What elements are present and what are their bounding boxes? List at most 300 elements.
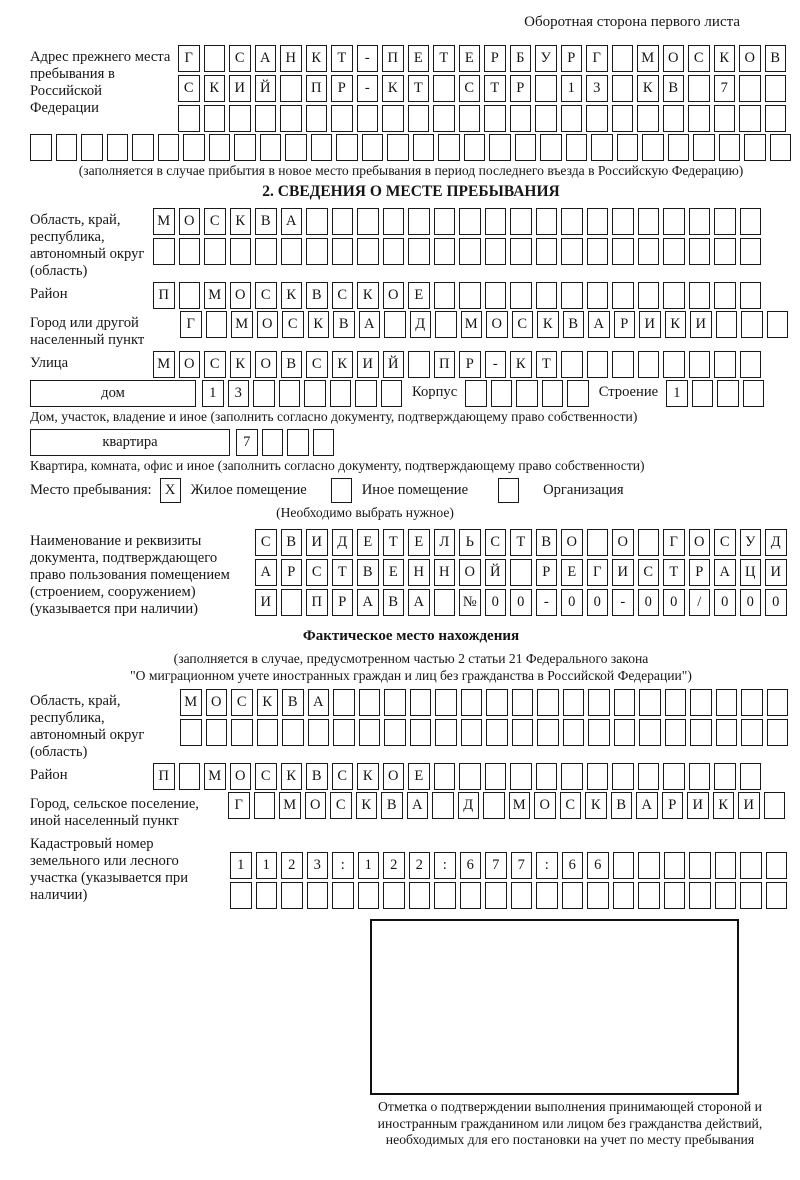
char-box[interactable]: Т [331, 45, 353, 72]
char-box[interactable] [535, 105, 557, 132]
char-box[interactable] [663, 105, 685, 132]
char-box[interactable]: М [509, 792, 531, 819]
char-box[interactable]: 0 [510, 589, 532, 616]
char-box[interactable] [665, 689, 687, 716]
char-box[interactable] [587, 238, 609, 265]
char-box[interactable]: Т [408, 75, 430, 102]
char-box[interactable]: Г [180, 311, 202, 338]
char-box[interactable]: С [306, 351, 328, 378]
char-box[interactable]: К [230, 351, 252, 378]
char-box[interactable]: С [306, 559, 328, 586]
char-box[interactable] [668, 134, 690, 161]
char-box[interactable]: В [663, 75, 685, 102]
char-box[interactable]: К [510, 351, 532, 378]
char-box[interactable] [689, 763, 711, 790]
char-box[interactable] [716, 719, 738, 746]
char-box[interactable] [770, 134, 792, 161]
char-box[interactable] [331, 105, 353, 132]
char-box[interactable] [689, 282, 711, 309]
char-box[interactable] [384, 719, 406, 746]
char-box[interactable] [516, 380, 538, 407]
char-box[interactable]: 0 [485, 589, 507, 616]
char-box[interactable] [231, 719, 253, 746]
char-box[interactable]: 7 [714, 75, 736, 102]
char-box[interactable]: Н [408, 559, 430, 586]
char-box[interactable] [313, 429, 335, 456]
char-box[interactable] [740, 238, 762, 265]
char-box[interactable] [690, 719, 712, 746]
char-box[interactable]: М [279, 792, 301, 819]
char-box[interactable] [359, 689, 381, 716]
char-box[interactable]: Т [663, 559, 685, 586]
char-box[interactable] [765, 105, 787, 132]
char-box[interactable] [561, 208, 583, 235]
char-box[interactable] [536, 208, 558, 235]
char-box[interactable] [612, 351, 634, 378]
char-box[interactable] [741, 689, 763, 716]
char-box[interactable] [332, 238, 354, 265]
char-box[interactable]: О [612, 529, 634, 556]
char-box[interactable] [486, 689, 508, 716]
char-box[interactable]: К [537, 311, 559, 338]
char-box[interactable]: Р [331, 75, 353, 102]
char-box[interactable]: Р [332, 589, 354, 616]
char-box[interactable] [229, 105, 251, 132]
char-box[interactable]: Р [484, 45, 506, 72]
char-box[interactable] [381, 380, 403, 407]
char-box[interactable]: 3 [228, 380, 250, 407]
char-box[interactable]: Г [586, 45, 608, 72]
char-box[interactable] [563, 719, 585, 746]
char-box[interactable]: С [255, 763, 277, 790]
char-box[interactable] [612, 238, 634, 265]
char-box[interactable] [254, 792, 276, 819]
char-box[interactable]: И [229, 75, 251, 102]
char-box[interactable] [158, 134, 180, 161]
char-box[interactable]: С [332, 763, 354, 790]
char-box[interactable]: В [536, 529, 558, 556]
char-box[interactable] [536, 763, 558, 790]
char-box[interactable] [588, 719, 610, 746]
char-box[interactable]: В [383, 589, 405, 616]
char-box[interactable] [387, 134, 409, 161]
char-box[interactable]: О [561, 529, 583, 556]
char-box[interactable] [330, 380, 352, 407]
char-box[interactable] [434, 589, 456, 616]
char-box[interactable] [183, 134, 205, 161]
char-box[interactable]: В [563, 311, 585, 338]
char-box[interactable] [179, 763, 201, 790]
char-box[interactable] [410, 719, 432, 746]
char-box[interactable] [561, 763, 583, 790]
char-box[interactable] [767, 689, 789, 716]
char-box[interactable] [107, 134, 129, 161]
char-box[interactable]: С [485, 529, 507, 556]
char-box[interactable]: К [637, 75, 659, 102]
char-box[interactable] [510, 763, 532, 790]
char-box[interactable] [719, 134, 741, 161]
char-box[interactable] [459, 763, 481, 790]
char-box[interactable] [230, 238, 252, 265]
char-box[interactable] [357, 105, 379, 132]
char-box[interactable]: Г [663, 529, 685, 556]
char-box[interactable]: Р [689, 559, 711, 586]
char-box[interactable] [664, 882, 686, 909]
char-box[interactable] [257, 719, 279, 746]
char-box[interactable]: Н [434, 559, 456, 586]
char-box[interactable]: К [308, 311, 330, 338]
char-box[interactable]: Т [510, 529, 532, 556]
char-box[interactable] [132, 134, 154, 161]
char-box[interactable] [281, 589, 303, 616]
char-box[interactable] [510, 105, 532, 132]
char-box[interactable] [612, 105, 634, 132]
char-box[interactable]: П [382, 45, 404, 72]
char-box[interactable] [714, 208, 736, 235]
char-box[interactable]: Т [332, 559, 354, 586]
char-box[interactable]: О [663, 45, 685, 72]
char-box[interactable]: С [512, 311, 534, 338]
char-box[interactable] [255, 238, 277, 265]
char-box[interactable] [612, 75, 634, 102]
char-box[interactable] [489, 134, 511, 161]
char-box[interactable]: Е [408, 282, 430, 309]
char-box[interactable]: 3 [307, 852, 329, 879]
char-box[interactable] [383, 208, 405, 235]
char-box[interactable] [612, 282, 634, 309]
char-box[interactable] [714, 238, 736, 265]
char-box[interactable]: - [357, 75, 379, 102]
char-box[interactable]: И [687, 792, 709, 819]
char-box[interactable] [204, 45, 226, 72]
char-box[interactable]: О [739, 45, 761, 72]
char-box[interactable] [355, 380, 377, 407]
char-box[interactable]: : [332, 852, 354, 879]
char-box[interactable] [81, 134, 103, 161]
char-box[interactable] [281, 882, 303, 909]
char-box[interactable] [459, 282, 481, 309]
char-box[interactable]: В [381, 792, 403, 819]
char-box[interactable] [383, 238, 405, 265]
char-box[interactable] [357, 208, 379, 235]
char-box[interactable] [689, 238, 711, 265]
char-box[interactable] [383, 882, 405, 909]
char-box[interactable] [664, 852, 686, 879]
char-box[interactable] [766, 882, 788, 909]
char-box[interactable]: К [230, 208, 252, 235]
char-box[interactable] [262, 429, 284, 456]
char-box[interactable] [435, 689, 457, 716]
char-box[interactable] [434, 238, 456, 265]
char-box[interactable] [306, 208, 328, 235]
char-box[interactable] [311, 134, 333, 161]
char-box[interactable]: О [179, 351, 201, 378]
char-box[interactable]: Г [228, 792, 250, 819]
char-box[interactable]: 2 [383, 852, 405, 879]
char-box[interactable]: Т [433, 45, 455, 72]
char-box[interactable]: 1 [256, 852, 278, 879]
char-box[interactable] [459, 105, 481, 132]
char-box[interactable] [180, 719, 202, 746]
char-box[interactable] [638, 763, 660, 790]
char-box[interactable] [612, 208, 634, 235]
char-box[interactable] [715, 882, 737, 909]
char-box[interactable]: И [255, 589, 277, 616]
char-box[interactable]: Т [484, 75, 506, 102]
char-box[interactable] [638, 529, 660, 556]
char-box[interactable]: С [638, 559, 660, 586]
char-box[interactable]: 6 [587, 852, 609, 879]
char-box[interactable]: - [612, 589, 634, 616]
char-box[interactable]: 1 [561, 75, 583, 102]
char-box[interactable] [567, 380, 589, 407]
char-box[interactable] [179, 282, 201, 309]
char-box[interactable] [639, 719, 661, 746]
char-box[interactable] [642, 134, 664, 161]
char-box[interactable] [663, 763, 685, 790]
char-box[interactable]: К [281, 282, 303, 309]
char-box[interactable]: Д [458, 792, 480, 819]
char-box[interactable] [717, 380, 739, 407]
char-box[interactable] [483, 792, 505, 819]
char-box[interactable] [716, 311, 738, 338]
char-box[interactable]: 6 [460, 852, 482, 879]
char-box[interactable]: Л [434, 529, 456, 556]
char-box[interactable]: Е [408, 763, 430, 790]
char-box[interactable] [485, 238, 507, 265]
char-box[interactable] [688, 105, 710, 132]
char-box[interactable] [510, 282, 532, 309]
char-box[interactable]: 0 [663, 589, 685, 616]
char-box[interactable] [306, 105, 328, 132]
char-box[interactable] [281, 238, 303, 265]
char-box[interactable]: 2 [409, 852, 431, 879]
char-box[interactable] [637, 105, 659, 132]
char-box[interactable]: - [485, 351, 507, 378]
char-box[interactable] [332, 882, 354, 909]
char-box[interactable] [638, 852, 660, 879]
char-box[interactable]: К [713, 792, 735, 819]
char-box[interactable]: Б [510, 45, 532, 72]
char-box[interactable]: О [383, 763, 405, 790]
char-box[interactable]: В [611, 792, 633, 819]
char-box[interactable]: О [230, 763, 252, 790]
char-box[interactable] [307, 882, 329, 909]
char-box[interactable]: К [356, 792, 378, 819]
char-box[interactable]: К [585, 792, 607, 819]
organization-checkbox[interactable] [498, 478, 519, 503]
char-box[interactable]: С [178, 75, 200, 102]
char-box[interactable]: А [255, 45, 277, 72]
char-box[interactable]: И [738, 792, 760, 819]
char-box[interactable] [739, 105, 761, 132]
char-box[interactable] [465, 380, 487, 407]
char-box[interactable] [435, 719, 457, 746]
char-box[interactable]: Е [357, 529, 379, 556]
char-box[interactable]: 1 [358, 852, 380, 879]
char-box[interactable] [434, 882, 456, 909]
char-box[interactable]: К [665, 311, 687, 338]
char-box[interactable] [740, 208, 762, 235]
residential-checkbox[interactable]: X [160, 478, 181, 503]
char-box[interactable] [333, 719, 355, 746]
char-box[interactable] [716, 689, 738, 716]
char-box[interactable] [689, 852, 711, 879]
char-box[interactable]: И [612, 559, 634, 586]
char-box[interactable] [332, 208, 354, 235]
char-box[interactable] [336, 134, 358, 161]
char-box[interactable] [764, 792, 786, 819]
char-box[interactable]: 0 [561, 589, 583, 616]
char-box[interactable] [537, 719, 559, 746]
char-box[interactable]: 0 [740, 589, 762, 616]
char-box[interactable]: Ь [459, 529, 481, 556]
char-box[interactable] [434, 282, 456, 309]
char-box[interactable] [587, 282, 609, 309]
char-box[interactable] [357, 238, 379, 265]
char-box[interactable] [638, 282, 660, 309]
char-box[interactable] [433, 75, 455, 102]
char-box[interactable] [689, 882, 711, 909]
char-box[interactable]: У [535, 45, 557, 72]
char-box[interactable]: Е [561, 559, 583, 586]
char-box[interactable] [438, 134, 460, 161]
char-box[interactable] [563, 689, 585, 716]
char-box[interactable]: И [690, 311, 712, 338]
char-box[interactable] [740, 763, 762, 790]
char-box[interactable]: И [306, 529, 328, 556]
char-box[interactable] [384, 689, 406, 716]
char-box[interactable] [561, 282, 583, 309]
char-box[interactable]: О [257, 311, 279, 338]
char-box[interactable] [308, 719, 330, 746]
char-box[interactable]: М [637, 45, 659, 72]
char-box[interactable]: И [765, 559, 787, 586]
char-box[interactable]: В [333, 311, 355, 338]
char-box[interactable]: Е [459, 45, 481, 72]
char-box[interactable]: С [332, 282, 354, 309]
char-box[interactable] [741, 719, 763, 746]
char-box[interactable]: Й [485, 559, 507, 586]
char-box[interactable]: О [179, 208, 201, 235]
char-box[interactable]: 0 [714, 589, 736, 616]
char-box[interactable] [591, 134, 613, 161]
char-box[interactable]: П [153, 282, 175, 309]
char-box[interactable] [282, 719, 304, 746]
char-box[interactable] [743, 380, 765, 407]
char-box[interactable]: Г [178, 45, 200, 72]
char-box[interactable] [638, 351, 660, 378]
char-box[interactable] [485, 882, 507, 909]
char-box[interactable]: П [153, 763, 175, 790]
char-box[interactable]: А [308, 689, 330, 716]
char-box[interactable]: М [204, 282, 226, 309]
char-box[interactable] [408, 208, 430, 235]
char-box[interactable] [714, 351, 736, 378]
char-box[interactable]: Р [561, 45, 583, 72]
char-box[interactable] [432, 792, 454, 819]
char-box[interactable]: В [306, 282, 328, 309]
char-box[interactable] [510, 238, 532, 265]
char-box[interactable]: 6 [562, 852, 584, 879]
char-box[interactable]: 0 [765, 589, 787, 616]
char-box[interactable]: А [408, 589, 430, 616]
char-box[interactable]: Ц [740, 559, 762, 586]
char-box[interactable] [384, 311, 406, 338]
char-box[interactable]: П [306, 75, 328, 102]
char-box[interactable] [491, 380, 513, 407]
char-box[interactable]: К [357, 763, 379, 790]
char-box[interactable]: Д [410, 311, 432, 338]
char-box[interactable] [359, 719, 381, 746]
char-box[interactable]: О [534, 792, 556, 819]
char-box[interactable]: Й [383, 351, 405, 378]
char-box[interactable] [287, 429, 309, 456]
char-box[interactable]: А [588, 311, 610, 338]
char-box[interactable]: 1 [230, 852, 252, 879]
char-box[interactable]: А [636, 792, 658, 819]
char-box[interactable] [714, 282, 736, 309]
char-box[interactable] [740, 882, 762, 909]
char-box[interactable] [434, 763, 456, 790]
char-box[interactable] [614, 689, 636, 716]
char-box[interactable] [413, 134, 435, 161]
char-box[interactable]: С [204, 351, 226, 378]
char-box[interactable]: М [461, 311, 483, 338]
char-box[interactable]: К [714, 45, 736, 72]
char-box[interactable] [358, 882, 380, 909]
char-box[interactable]: 2 [281, 852, 303, 879]
char-box[interactable] [540, 134, 562, 161]
char-box[interactable]: Р [536, 559, 558, 586]
char-box[interactable] [714, 105, 736, 132]
char-box[interactable]: А [357, 589, 379, 616]
char-box[interactable]: Н [280, 45, 302, 72]
char-box[interactable]: М [180, 689, 202, 716]
char-box[interactable] [586, 105, 608, 132]
char-box[interactable] [613, 882, 635, 909]
char-box[interactable] [740, 852, 762, 879]
char-box[interactable] [433, 105, 455, 132]
char-box[interactable] [536, 282, 558, 309]
char-box[interactable] [234, 134, 256, 161]
char-box[interactable]: И [639, 311, 661, 338]
char-box[interactable] [333, 689, 355, 716]
char-box[interactable] [587, 529, 609, 556]
char-box[interactable]: О [459, 559, 481, 586]
char-box[interactable] [740, 282, 762, 309]
char-box[interactable] [638, 208, 660, 235]
char-box[interactable] [612, 45, 634, 72]
char-box[interactable]: Т [383, 529, 405, 556]
char-box[interactable] [486, 719, 508, 746]
char-box[interactable] [562, 882, 584, 909]
char-box[interactable] [204, 105, 226, 132]
char-box[interactable] [280, 75, 302, 102]
char-box[interactable] [588, 689, 610, 716]
char-box[interactable]: / [689, 589, 711, 616]
char-box[interactable] [638, 882, 660, 909]
char-box[interactable]: Р [614, 311, 636, 338]
char-box[interactable] [209, 134, 231, 161]
char-box[interactable] [230, 882, 252, 909]
char-box[interactable]: С [459, 75, 481, 102]
char-box[interactable]: В [765, 45, 787, 72]
char-box[interactable] [715, 852, 737, 879]
char-box[interactable] [435, 311, 457, 338]
char-box[interactable] [382, 105, 404, 132]
char-box[interactable] [408, 351, 430, 378]
